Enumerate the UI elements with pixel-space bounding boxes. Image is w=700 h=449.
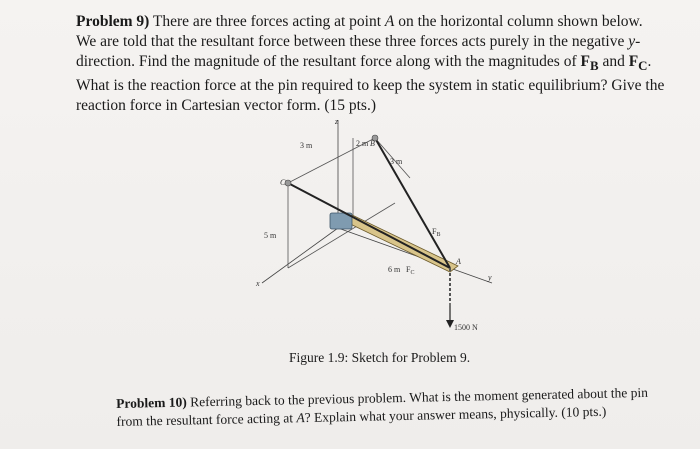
force-diagram — [250, 118, 500, 338]
dimension-label: 3 m — [390, 157, 403, 166]
load-arrow-head — [446, 320, 454, 328]
problem-10-label: Problem 10) — [116, 394, 187, 411]
dimension-label: 5 m — [264, 231, 277, 240]
axis-label-z: z — [335, 118, 339, 126]
anchor-c — [285, 180, 291, 186]
problem-9-text: Problem 9) There are three forces acting at point A on the horizontal column shown below. We are told that the resultant force between these three forces acts purely in the negative y-direction. Find the magnitude of the resultant force along with the magnitudes of $F_B$ and $F_C$. What is the reaction force at the pin required to keep the system in static equilibrium? Give the reaction force in Cartesian vector form. (15 pts.) — [76, 13, 665, 115]
point-label-b: B — [370, 139, 375, 148]
dimension-label: 3 m — [300, 141, 313, 150]
dimension-label: 2 m — [356, 139, 369, 148]
figure-caption: Figure 1.9: Sketch for Problem 9. — [289, 350, 471, 365]
problem-9-label: Problem 9) — [76, 13, 150, 30]
dimension-label: 6 m — [388, 265, 401, 274]
axis-label-y: y — [488, 273, 492, 282]
point-label-a: A — [456, 257, 461, 266]
point-label-c: C — [280, 178, 286, 187]
load-label: 1500 N — [454, 323, 478, 332]
force-label-fc: $F_C$ — [406, 265, 415, 276]
force-label-fb: $F_B$ — [432, 227, 441, 238]
axis-label-x: x — [256, 279, 260, 288]
problem-10-text: Problem 10) Referring back to the previous problem. What is the moment generated about the pin from the resultant force acting at A? Explain what your answer means, physically. (10 pts.) — [116, 384, 649, 429]
